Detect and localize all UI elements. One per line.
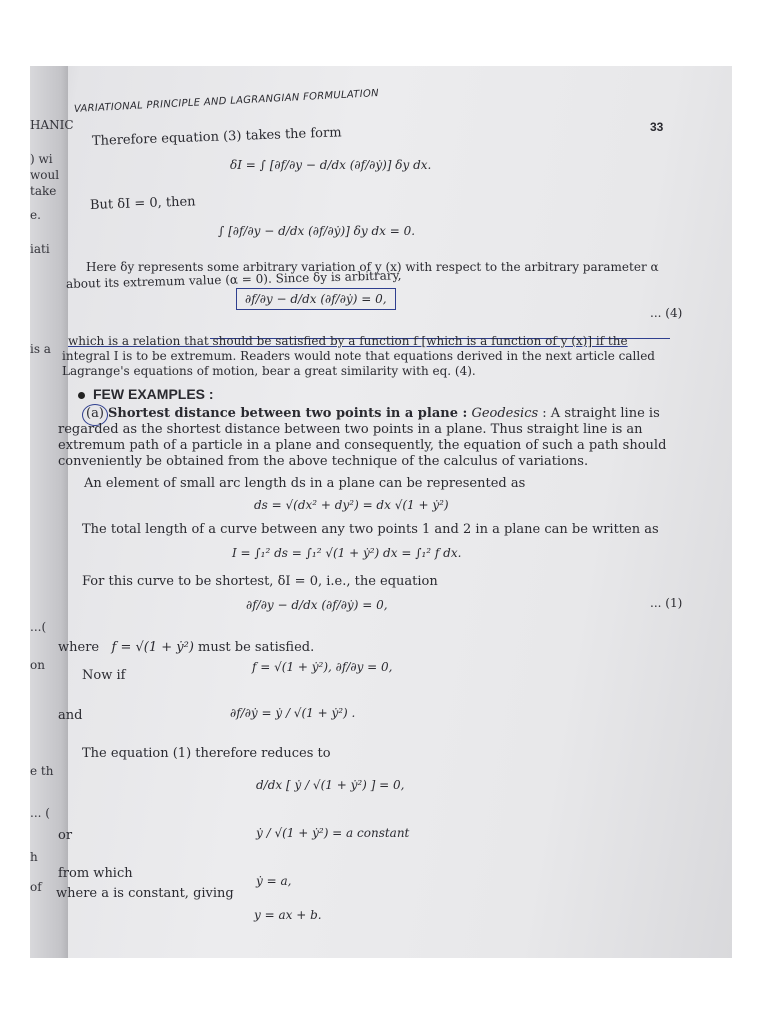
- paragraph: For this curve to be shortest, δI = 0, i.e., the equation: [82, 574, 438, 589]
- paragraph: which is a relation that should be satisfied by a function f [which is a function of y (x)] if the: [68, 334, 628, 348]
- example-keyword: Geodesics: [471, 406, 539, 421]
- paragraph: Here δy represents some arbitrary variation of y (x) with respect to the arbitrary parameter α: [86, 260, 659, 274]
- paragraph: regarded as the shortest distance between two points in a plane. Thus straight line is an: [58, 422, 643, 437]
- example-title: [86, 406, 660, 421]
- spine-fragment: ...(: [30, 620, 47, 634]
- spine-fragment: HANIC: [30, 118, 74, 132]
- equation: ds = √(dx² + dy²) = dx √(1 + ẏ²): [254, 498, 449, 512]
- equation-number: ... (1): [650, 596, 683, 610]
- equation: ∫ [∂f/∂y − d/dx (∂f/∂ẏ)] δy dx = 0.: [218, 224, 416, 238]
- example-heading: Shortest distance between two points in a plane :: [108, 406, 468, 421]
- where-rest: must be satisfied.: [198, 640, 315, 655]
- page-number: 33: [650, 120, 664, 134]
- paragraph: Now if: [82, 668, 126, 683]
- boxed-equation: [236, 292, 396, 306]
- paragraph: The total length of a curve between any two points 1 and 2 in a plane can be written as: [82, 522, 659, 537]
- paragraph: or: [58, 828, 73, 843]
- equation: y = ax + b.: [254, 908, 322, 922]
- bullet-icon: [78, 392, 85, 399]
- spine-fragment: of: [30, 880, 42, 894]
- equation: f = √(1 + ẏ²), ∂f/∂y = 0,: [252, 660, 393, 674]
- equation: ∂f/∂ẏ = ẏ / √(1 + ẏ²) .: [230, 706, 356, 720]
- example-rest: : A straight line is: [542, 406, 660, 421]
- inline-formula: f = √(1 + ẏ²): [111, 640, 194, 655]
- equation: ẏ = a,: [256, 874, 292, 888]
- section-heading-text: FEW EXAMPLES :: [93, 386, 214, 402]
- equation: ẏ / √(1 + ẏ²) = a constant: [256, 826, 410, 840]
- paragraph: conveniently be obtained from the above technique of the calculus of variations.: [58, 454, 589, 469]
- paragraph: Lagrange's equations of motion, bear a great similarity with eq. (4).: [62, 364, 476, 378]
- equation-number: ... (4): [650, 306, 683, 320]
- paragraph: from which: [58, 866, 133, 881]
- running-header: VARIATIONAL PRINCIPLE AND LAGRANGIAN FORMULATION: [73, 88, 380, 115]
- equation: d/dx [ ẏ / √(1 + ẏ²) ] = 0,: [256, 778, 405, 792]
- paragraph: [58, 640, 314, 655]
- section-heading: [78, 386, 214, 402]
- paragraph: An element of small arc length ds in a plane can be represented as: [84, 476, 526, 491]
- paragraph: But δI = 0, then: [89, 194, 196, 213]
- spine-fragment: on: [30, 658, 45, 672]
- example-label: (a): [86, 406, 104, 421]
- euler-lagrange-equation: ∂f/∂y − d/dx (∂f/∂ẏ) = 0,: [236, 288, 396, 310]
- where-label: where: [58, 640, 100, 655]
- spine-fragment: is a: [30, 342, 51, 356]
- paragraph: extremum path of a particle in a plane and consequently, the equation of such a path should: [58, 438, 667, 453]
- spine-fragment: ... (: [30, 806, 50, 820]
- paragraph: The equation (1) therefore reduces to: [82, 746, 331, 761]
- spine-fragment: h: [30, 850, 38, 864]
- spine-fragment: iati: [30, 242, 50, 256]
- paragraph: and: [58, 708, 83, 723]
- paragraph: Therefore equation (3) takes the form: [91, 125, 342, 149]
- spine-fragment: take: [30, 184, 57, 198]
- book-page: [30, 66, 732, 958]
- paragraph: about its extremum value (α = 0). Since δy is arbitrary,: [65, 268, 402, 291]
- paragraph: integral I is to be extremum. Readers would note that equations derived in the next article called: [62, 349, 655, 363]
- spine-fragment: e.: [30, 208, 41, 222]
- spine-fragment: ) wi: [30, 152, 53, 166]
- equation: I = ∫₁² ds = ∫₁² √(1 + ẏ²) dx = ∫₁² f dx.: [232, 546, 462, 560]
- paragraph: where a is constant, giving: [56, 886, 234, 901]
- spine-fragment: e th: [30, 764, 54, 778]
- equation: δI = ∫ [∂f/∂y − d/dx (∂f/∂ẏ)] δy dx.: [230, 158, 432, 172]
- equation: ∂f/∂y − d/dx (∂f/∂ẏ) = 0,: [246, 598, 388, 612]
- spine-fragment: woul: [30, 168, 60, 182]
